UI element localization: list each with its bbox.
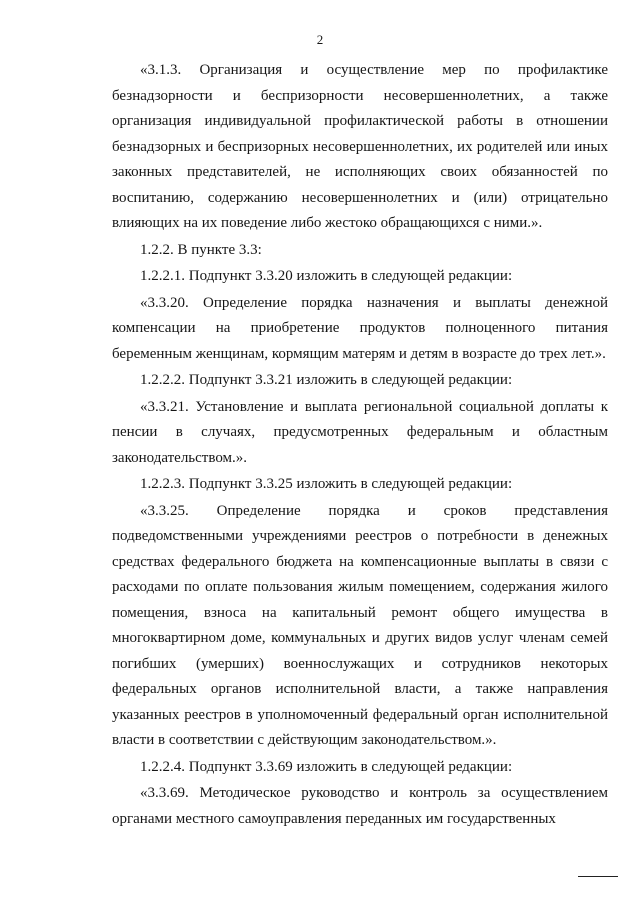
page-number: 2 <box>316 32 324 47</box>
paragraph-3-3-25: «3.3.25. Определение порядка и сроков представления подведомственными учреждениями реестров о потребности в денежных средствах федерального бюджета на компенсационные выплаты в связи с расходами по оплате пользования жилым помещением, содержания жилого помещения, взноса на капитальный ремонт общего имущества в многоквартирном доме, коммунальных и других видов услуг членам семей погибших (умерших) военнослужащих и сотрудников некоторых федеральных органов исполнительной власти, а также направления указанных реестров в уполномоченный федеральный орган исполнительной власти в соответствии с действующим законодательством.». <box>112 502 608 748</box>
paragraph-3-3-21: «3.3.21. Установление и выплата региональной социальной доплаты к пенсии в случаях, предусмотренных федеральным и областным законодательством.». <box>112 398 608 466</box>
paragraph-1-2-2-2: 1.2.2.2. Подпункт 3.3.21 изложить в следующей редакции: <box>140 372 513 388</box>
paragraph-3-3-69: «3.3.69. Методическое руководство и контроль за осуществлением органами местного самоуправления переданных им государственных <box>112 785 608 827</box>
page-edge-mark <box>578 876 618 877</box>
paragraph-3-1-3: «3.1.3. Организация и осуществление мер по профилактике безнадзорности и беспризорности несовершеннолетних, а также организация индивидуальной профилактической работы в отношении безнадзорных и беспризорных несовершеннолетних, их родителей или иных законных представителей, не исполняющих своих обязанностей по воспитанию, содержанию несовершеннолетних и (или) отрицательно влияющих на их поведение либо жестоко обращающихся с ними.». <box>112 62 608 231</box>
paragraph-1-2-2: 1.2.2. В пункте 3.3: <box>140 241 262 258</box>
paragraph-1-2-2-4: 1.2.2.4. Подпункт 3.3.69 изложить в следующей редакции: <box>140 758 513 775</box>
paragraph-1-2-2-1: 1.2.2.1. Подпункт 3.3.20 изложить в следующей редакции: <box>140 268 513 284</box>
document-body <box>112 58 608 832</box>
paragraph-1-2-2-3: 1.2.2.3. Подпункт 3.3.25 изложить в следующей редакции: <box>140 476 513 492</box>
paragraph-3-3-20: «3.3.20. Определение порядка назначения и выплаты денежной компенсации на приобретение продуктов полноценного питания беременным женщинам, кормящим матерям и детям в возрасте до трех лет.». <box>112 294 608 362</box>
